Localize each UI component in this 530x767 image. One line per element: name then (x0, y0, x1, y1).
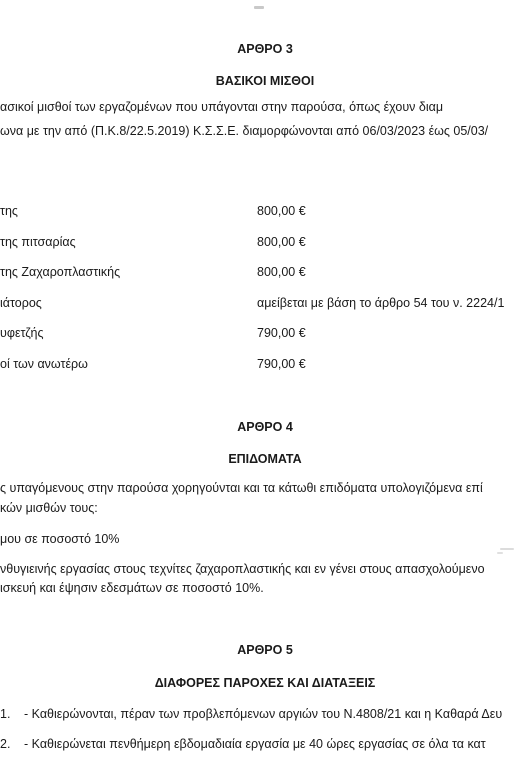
scan-speck (254, 6, 264, 9)
allowance-item-2-line-1: νθυγιεινής εργασίας στους τεχνίτες ζαχαροπλαστικής και εν γένει στους απασχολούμενο (0, 562, 485, 576)
salary-amount: 790,00 € (257, 326, 306, 340)
allowance-item-1: μου σε ποσοστό 10% (0, 532, 120, 546)
scan-speck (500, 548, 514, 550)
provision-number: 2. (0, 737, 11, 751)
article-4-intro-line-1: ς υπαγόμενους στην παρούσα χορηγούνται και τα κάτωθι επιδόματα υπολογιζόμενα επί (0, 481, 483, 495)
salary-role: της Ζαχαροπλαστικής (0, 265, 121, 279)
article-4-intro-line-2: κών μισθών τους: (0, 501, 98, 515)
salary-amount: 800,00 € (257, 265, 306, 279)
salary-role: ιάτορος (0, 296, 42, 310)
article-4-heading: ΑΡΘΡΟ 4 (237, 420, 293, 434)
salary-role: της πιτσαρίας (0, 235, 76, 249)
article-3-intro-line-1: ασικοί μισθοί των εργαζομένων που υπάγονται στην παρούσα, όπως έχουν διαμ (0, 100, 444, 114)
provision-number: 1. (0, 707, 11, 721)
salary-role: υφετζής (0, 326, 44, 340)
article-3-heading: ΑΡΘΡΟ 3 (237, 42, 293, 56)
article-4-subheading: ΕΠΙΔΟΜΑΤΑ (228, 452, 302, 466)
salary-role: οί των ανωτέρω (0, 357, 88, 371)
allowance-item-2-line-2: ισκευή και έψησιν εδεσμάτων σε ποσοστό 10%. (0, 581, 264, 595)
article-5-heading: ΑΡΘΡΟ 5 (237, 643, 293, 657)
salary-amount: 800,00 € (257, 204, 306, 218)
salary-role: της (0, 204, 18, 218)
scan-speck (497, 552, 503, 554)
provision-text: - Καθιερώνεται πενθήμερη εβδομαδιαία εργασία με 40 ώρες εργασίας σε όλα τα κατ (24, 737, 486, 751)
article-3-subheading: ΒΑΣΙΚΟΙ ΜΙΣΘΟΙ (215, 74, 315, 88)
provision-text: - Καθιερώνονται, πέραν των προβλεπόμενων αργιών του Ν.4808/21 και η Καθαρά Δευ (24, 707, 503, 721)
salary-amount: 790,00 € (257, 357, 306, 371)
salary-amount: 800,00 € (257, 235, 306, 249)
salary-amount: αμείβεται με βάση το άρθρο 54 του ν. 2224/1 (257, 296, 505, 310)
article-5-subheading: ΔΙΑΦΟΡΕΣ ΠΑΡΟΧΕΣ ΚΑΙ ΔΙΑΤΑΞΕΙΣ (154, 676, 376, 690)
article-3-intro-line-2: ωνα με την από (Π.Κ.8/22.5.2019) Κ.Σ.Σ.Ε. διαμορφώνονται από 06/03/2023 έως 05/03/ (0, 124, 489, 138)
